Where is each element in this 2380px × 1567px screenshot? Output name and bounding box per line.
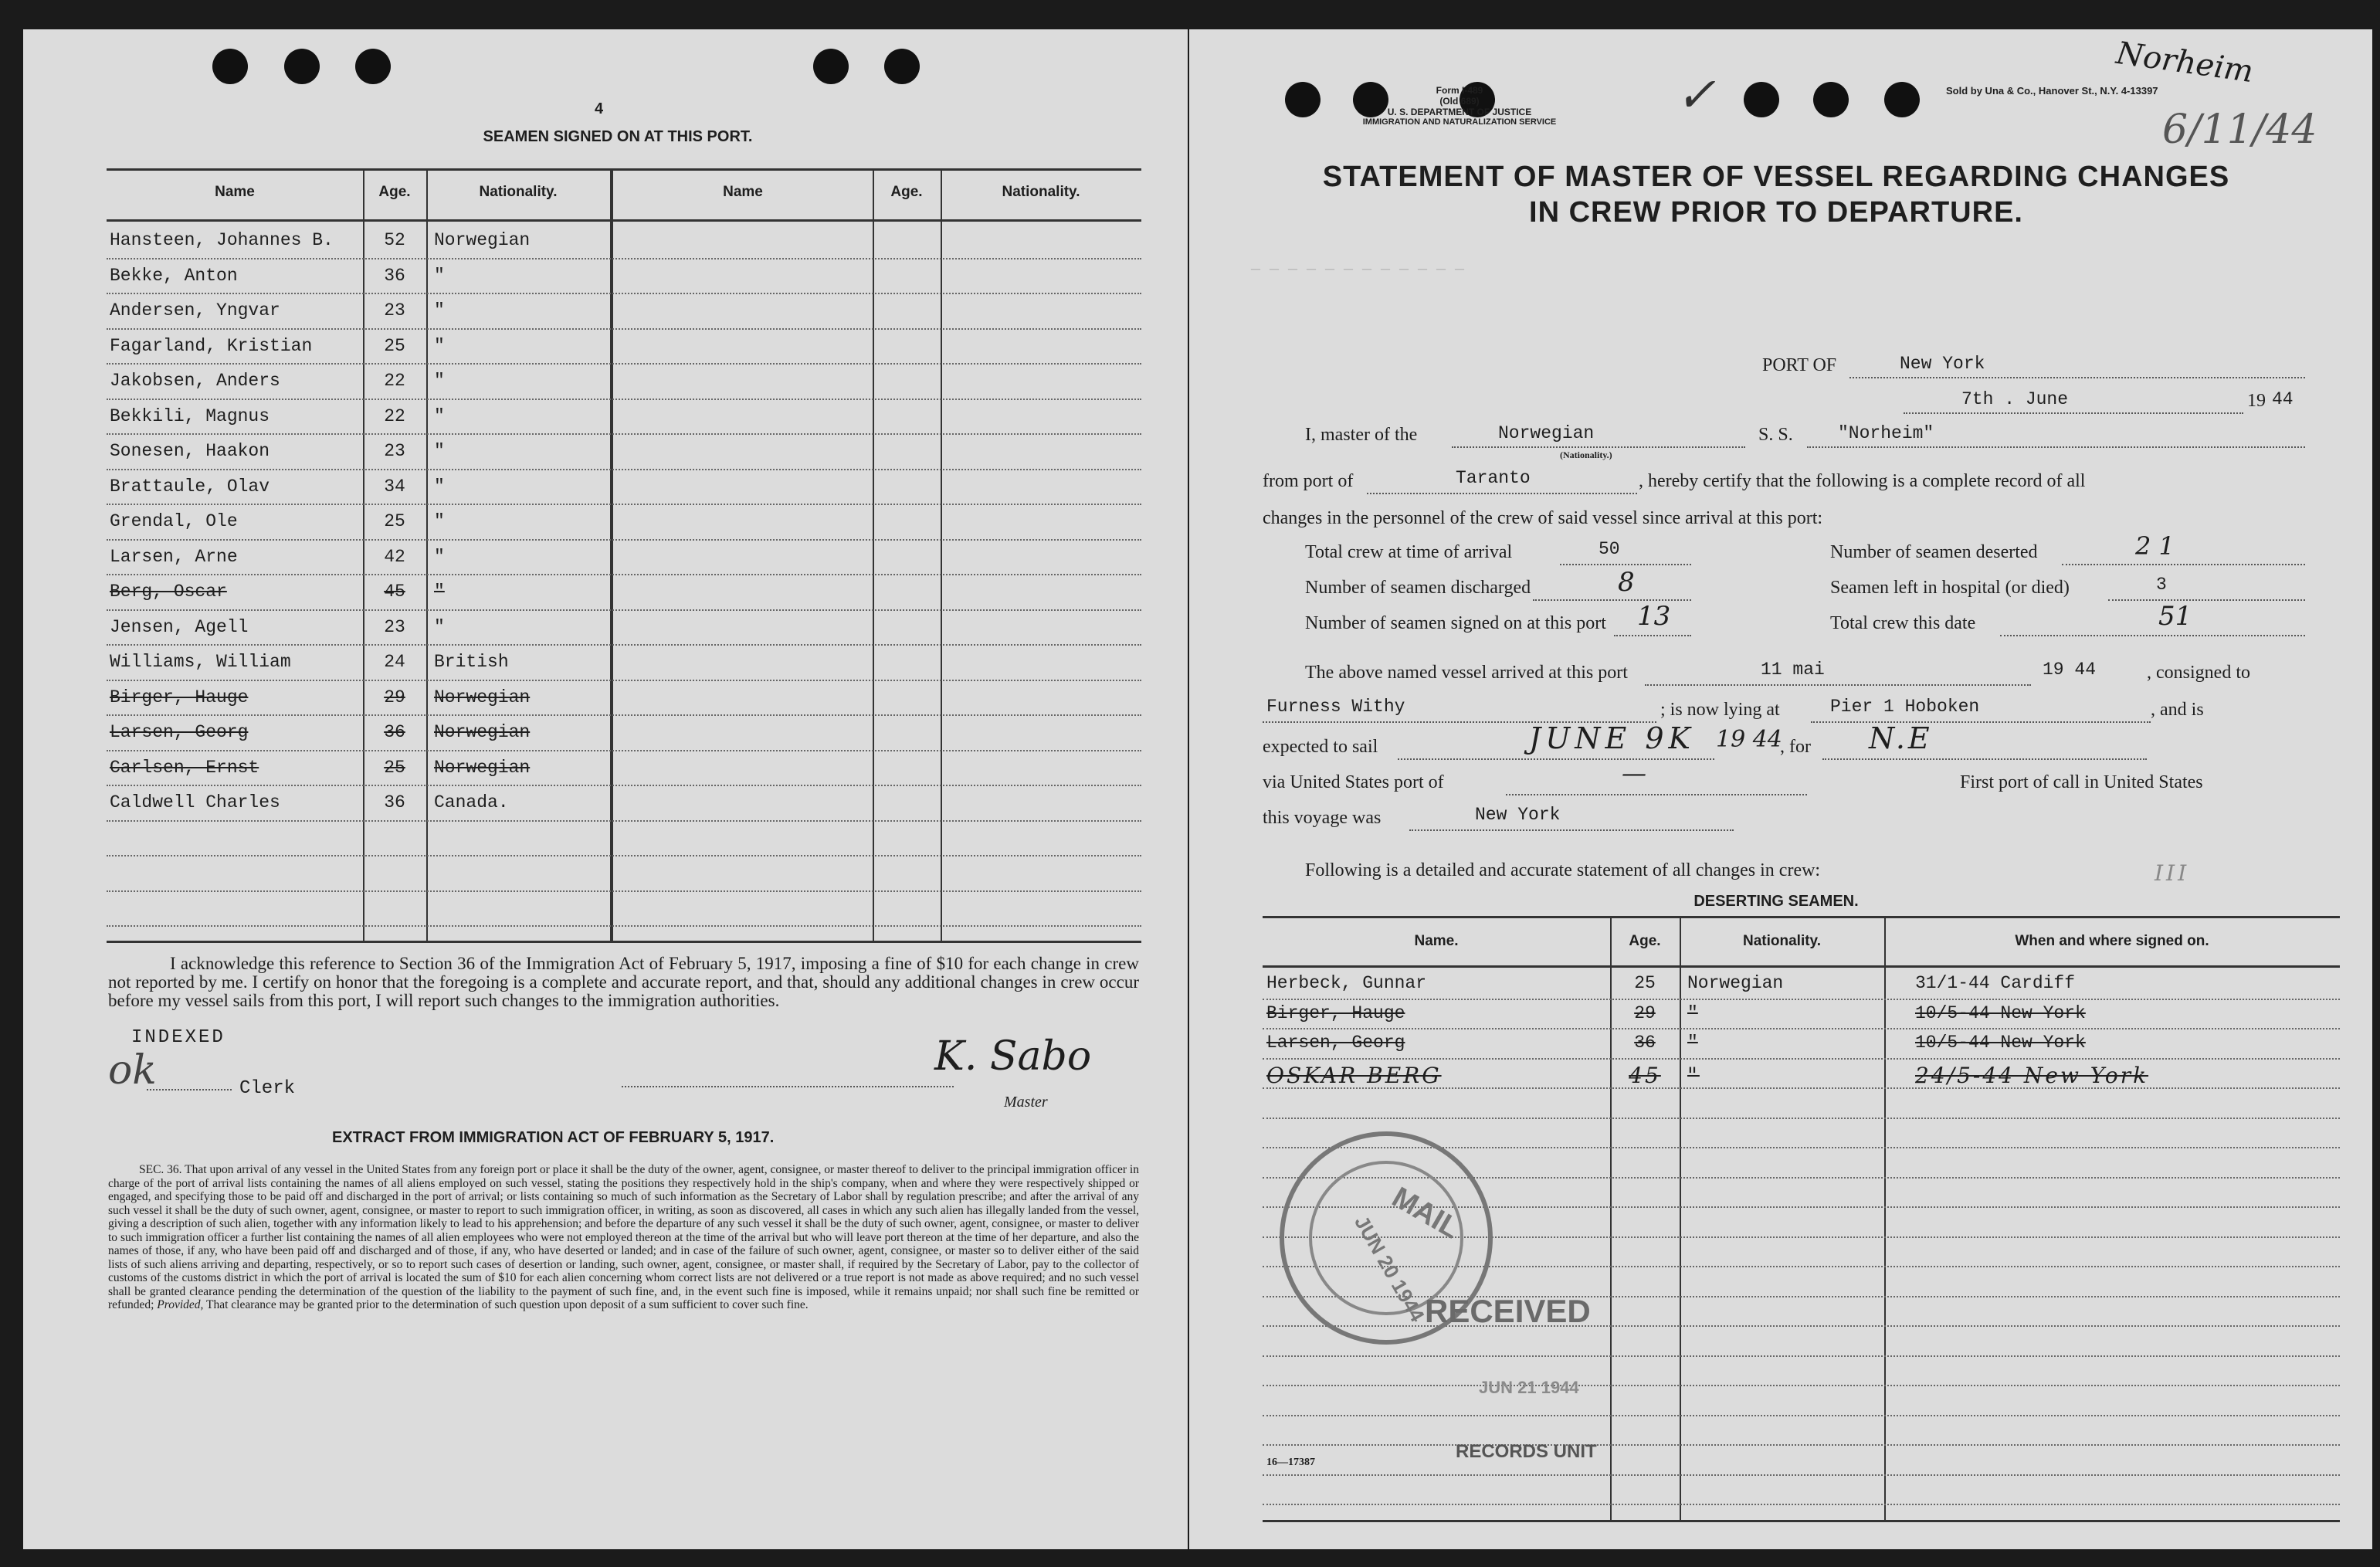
- cell-age: 36: [384, 265, 405, 286]
- postmark-mail: MAIL: [1386, 1181, 1465, 1246]
- cell-nationality: ": [1687, 1033, 1698, 1053]
- port-label: PORT OF: [1762, 355, 1837, 375]
- cell-nationality: ": [434, 582, 445, 602]
- cell-name: Carlsen, Ernst: [110, 757, 259, 778]
- master-of-label: I, master of the: [1305, 425, 1418, 445]
- cell-nationality: ": [434, 300, 445, 321]
- punch-hole: [1884, 82, 1920, 117]
- row-rule: [107, 539, 1141, 541]
- cell-nationality: ": [434, 511, 445, 531]
- page-number: 4: [595, 100, 604, 117]
- punch-hole: [1744, 82, 1779, 117]
- expected-year: 19 44: [1716, 726, 1782, 753]
- cell-name: Sonesen, Haakon: [110, 441, 270, 461]
- punch-hole: [813, 49, 849, 84]
- cell-signed: 10/5-44 New York: [1915, 1002, 2086, 1023]
- row-rule: [1263, 1444, 2340, 1446]
- punch-hole: [1285, 82, 1321, 117]
- sold-by: Sold by Una & Co., Hanover St., N.Y. 4-13397: [1946, 85, 2158, 97]
- punch-hole: [284, 49, 320, 84]
- first-port-label: First port of call in United States: [1960, 772, 2203, 792]
- voyage-label: this voyage was: [1263, 808, 1382, 828]
- cell-nationality: British: [434, 652, 509, 672]
- punch-hole: [1813, 82, 1849, 117]
- expected-value: JUNE 9K: [1529, 721, 1695, 755]
- date-value: 7th . June: [1961, 389, 2069, 409]
- punch-hole: [884, 49, 920, 84]
- row-rule: [1263, 1058, 2340, 1060]
- cell-name: Bekkili, Magnus: [110, 405, 270, 426]
- cell-name: Birger, Hauge: [1266, 1002, 1405, 1023]
- master-signature: K. Sabo: [934, 1033, 1092, 1080]
- cell-nationality: ": [434, 441, 445, 461]
- row-rule: [107, 644, 1141, 646]
- column-header-name-2: Name: [723, 184, 763, 200]
- row-rule: [107, 363, 1141, 365]
- department: U. S. DEPARTMENT OF JUSTICE: [1387, 107, 1532, 117]
- column-header-signed-on: When and where signed on.: [2015, 933, 2209, 949]
- cell-age: 36: [384, 792, 405, 812]
- row-rule: [107, 258, 1141, 259]
- cell-name: Fagarland, Kristian: [110, 335, 313, 356]
- arrived-value: 11 mai: [1761, 660, 1825, 680]
- row-rule: [1263, 1504, 2340, 1505]
- voyage-value: New York: [1475, 805, 1561, 825]
- row-rule: [107, 469, 1141, 470]
- column-header-age: Age.: [378, 184, 411, 200]
- via-label: via United States port of: [1263, 772, 1444, 792]
- column-header-nationality: Nationality.: [479, 184, 558, 200]
- row-rule: [107, 609, 1141, 611]
- port-value: New York: [1900, 354, 1985, 374]
- service: IMMIGRATION AND NATURALIZATION SERVICE: [1362, 117, 1557, 127]
- row-rule: [1263, 1028, 2340, 1029]
- consigned-label: , consigned to: [2147, 663, 2250, 683]
- cell-nationality: ": [434, 335, 445, 356]
- postmark-date: JUN 20 1944: [1350, 1211, 1429, 1326]
- row-rule: [1263, 999, 2340, 1000]
- tally-marks: III: [2155, 860, 2190, 886]
- for-label: , for: [1780, 737, 1811, 757]
- row-rule: [107, 925, 1141, 927]
- row-rule: [107, 328, 1141, 330]
- left-page: [23, 29, 1188, 1549]
- lying-value: Pier 1 Hoboken: [1830, 697, 1980, 717]
- cell-name: Bekke, Anton: [110, 265, 238, 286]
- total-arrival-value: 50: [1599, 539, 1620, 559]
- total-date-value: 51: [2158, 601, 2192, 632]
- row-rule: [1263, 1385, 2340, 1386]
- changes-text: changes in the personnel of the crew of said vessel since arrival at this port:: [1263, 508, 1823, 528]
- column-header-deserter-age: Age.: [1629, 933, 1661, 949]
- cell-age: 25: [384, 511, 405, 531]
- cell-nationality: Norwegian: [1687, 973, 1784, 993]
- cell-name: Brattaule, Olav: [110, 476, 270, 497]
- cell-signed: 10/5-44 New York: [1915, 1033, 2086, 1053]
- master-label: Master: [1004, 1094, 1048, 1111]
- for-value: N.E: [1869, 721, 1933, 755]
- records-unit-stamp: RECORDS UNIT: [1456, 1441, 1597, 1462]
- received-stamp: RECEIVED: [1425, 1293, 1591, 1329]
- cell-nationality: ": [434, 371, 445, 391]
- cell-age: 45: [384, 582, 405, 602]
- annotation-date: 6/11/44: [2162, 107, 2317, 153]
- cell-age: 52: [384, 230, 405, 250]
- cell-age: 42: [384, 546, 405, 567]
- signed-on-value: 13: [1637, 601, 1671, 632]
- row-rule: [107, 293, 1141, 294]
- cell-age: 45: [1629, 1062, 1661, 1088]
- form-number: Form I-489: [1436, 85, 1483, 96]
- cell-age: 24: [384, 652, 405, 672]
- indexed-stamp: INDEXED: [131, 1027, 225, 1048]
- column-header-age-2: Age.: [890, 184, 923, 200]
- discharged-value: 8: [1618, 567, 1635, 598]
- section-heading: SEAMEN SIGNED ON AT THIS PORT.: [483, 128, 753, 145]
- row-rule: [107, 399, 1141, 400]
- from-port-value: Taranto: [1456, 468, 1531, 488]
- punch-hole: [355, 49, 391, 84]
- discharged-label: Number of seamen discharged: [1305, 578, 1531, 598]
- row-rule: [1263, 1355, 2340, 1357]
- consignee-value: Furness Withy: [1266, 697, 1405, 717]
- form-old-number: (Old 689): [1439, 96, 1480, 107]
- cell-nationality: Norwegian: [434, 757, 531, 778]
- column-header-deserter-nationality: Nationality.: [1743, 933, 1821, 949]
- total-arrival-label: Total crew at time of arrival: [1305, 542, 1513, 562]
- cell-name: Larsen, Arne: [110, 546, 238, 567]
- cell-age: 34: [384, 476, 405, 497]
- arrived-year: 19 44: [2043, 660, 2097, 680]
- cell-signed: 31/1-44 Cardiff: [1915, 973, 2076, 993]
- hospital-label: Seamen left in hospital (or died): [1830, 578, 2070, 598]
- cell-name: Williams, William: [110, 652, 291, 672]
- row-rule: [107, 750, 1141, 751]
- received-date: JUN 21 1944: [1479, 1378, 1579, 1397]
- total-date-label: Total crew this date: [1830, 613, 1976, 633]
- cell-nationality: Norwegian: [434, 687, 531, 707]
- cell-nationality: ": [434, 265, 445, 286]
- cell-signed: 24/5-44 New York: [1915, 1062, 2149, 1088]
- form-title-line2: IN CREW PRIOR TO DEPARTURE.: [1529, 196, 2023, 229]
- certify-text: , hereby certify that the following is a complete record of all: [1639, 471, 2086, 491]
- cell-nationality: ": [1687, 1062, 1700, 1088]
- column-header-nationality-2: Nationality.: [1002, 184, 1080, 200]
- deserting-heading: DESERTING SEAMEN.: [1693, 893, 1859, 910]
- nationality-caption: (Nationality.): [1560, 449, 1612, 460]
- cell-name: Larsen, Georg: [110, 722, 249, 742]
- row-rule: [107, 680, 1141, 681]
- cell-name: Herbeck, Gunnar: [1266, 973, 1427, 993]
- extract-title: EXTRACT FROM IMMIGRATION ACT OF FEBRUARY 5, 1917.: [332, 1129, 775, 1146]
- acknowledgement-text: I acknowledge this reference to Section 36 of the Immigration Act of February 5, 1917, imposing a fine of $10 for each change in crew not reported by me. I certify on honor that the foregoing is a complete and accurate report, and that, should any additional changes in crew occur before my vessel sails from this port, I will report such changes to the immigration authorities.: [108, 954, 1139, 1010]
- via-dash: —: [1622, 758, 1646, 788]
- cell-name: Hansteen, Johannes B.: [110, 230, 334, 250]
- cell-nationality: ": [434, 405, 445, 426]
- cell-name: Caldwell Charles: [110, 792, 280, 812]
- cell-age: 23: [384, 300, 405, 321]
- cell-nationality: ": [434, 616, 445, 637]
- cell-name: Andersen, Yngvar: [110, 300, 280, 321]
- cell-name: Jensen, Agell: [110, 616, 249, 637]
- cell-name: Birger, Hauge: [110, 687, 249, 707]
- cell-age: 23: [384, 616, 405, 637]
- row-rule: [107, 890, 1141, 892]
- cell-nationality: ": [434, 476, 445, 497]
- row-rule: [1263, 1474, 2340, 1476]
- row-rule: [107, 714, 1141, 716]
- year-label: 19: [2247, 391, 2266, 411]
- column-header-deserter-name: Name.: [1414, 933, 1459, 949]
- row-rule: [1263, 1415, 2340, 1416]
- clerk-label: Clerk: [239, 1078, 296, 1099]
- deserted-label: Number of seamen deserted: [1830, 542, 2038, 562]
- cell-age: 22: [384, 405, 405, 426]
- footer-code: 16—17387: [1266, 1457, 1315, 1468]
- cell-name: Jakobsen, Anders: [110, 371, 280, 391]
- right-page: [1189, 29, 2372, 1549]
- cell-nationality: ": [434, 546, 445, 567]
- arrived-label: The above named vessel arrived at this port: [1305, 663, 1628, 683]
- cell-nationality: Norwegian: [434, 230, 531, 250]
- lying-label: ; is now lying at: [1660, 700, 1780, 720]
- cell-age: 36: [1634, 1033, 1656, 1053]
- expected-label: expected to sail: [1263, 737, 1378, 757]
- hospital-value: 3: [2156, 575, 2167, 595]
- cell-age: 25: [384, 335, 405, 356]
- cell-nationality: Norwegian: [434, 722, 531, 742]
- ss-label: S. S.: [1758, 425, 1793, 445]
- signed-on-label: Number of seamen signed on at this port: [1305, 613, 1606, 633]
- row-rule: [107, 785, 1141, 786]
- cell-age: 29: [1634, 1002, 1656, 1023]
- ship-name: "Norheim": [1838, 423, 1934, 443]
- row-rule: [1263, 1118, 2340, 1119]
- deserted-value: 2 1: [2135, 531, 2175, 561]
- cell-age: 29: [384, 687, 405, 707]
- check-mark: ✓: [1676, 66, 1716, 123]
- row-rule: [107, 574, 1141, 575]
- cell-age: 36: [384, 722, 405, 742]
- row-rule: [107, 855, 1141, 856]
- cell-age: 22: [384, 371, 405, 391]
- cell-nationality: ": [1687, 1002, 1698, 1023]
- from-port-label: from port of: [1263, 471, 1354, 491]
- ghost-text: — — — — — — — — — — — —: [1251, 261, 1465, 279]
- year-value: 44: [2272, 389, 2294, 409]
- clerk-initials: ok: [108, 1047, 157, 1094]
- cell-age: 23: [384, 441, 405, 461]
- row-rule: [107, 433, 1141, 435]
- cell-name: Grendal, Ole: [110, 511, 238, 531]
- cell-name: Larsen, Georg: [1266, 1033, 1405, 1053]
- following-text: Following is a detailed and accurate statement of all changes in crew:: [1305, 860, 1821, 880]
- cell-name: Berg, Oscar: [110, 582, 227, 602]
- nationality-value: Norwegian: [1498, 423, 1595, 443]
- cell-nationality: Canada.: [434, 792, 509, 812]
- row-rule: [107, 504, 1141, 505]
- annotation-name: Norheim: [2114, 35, 2256, 90]
- and-is-label: , and is: [2151, 700, 2204, 720]
- extract-body: SEC. 36. That upon arrival of any vessel in the United States from any foreign port or place it shall be the duty of the owner, agent, consignee, or master thereof to deliver to the principal immigration officer in charge of the port of arrival lists containing the names of all aliens employed on such vessel, stating the positions they respectively hold in the ship's company, when and where they were respectively shipped or engaged, and specifying those to be paid off and discharged in the port of arrival; or lists containing so much of such information as the Secretary of Labor shall by regulation prescribe; and after the arrival of any such vessel it shall be the duty of such owner, agent, consignee, or master to report to such immigration officer, in writing, as soon as discovered, all cases in which any such alien has illegally landed from the vessel, giving a description of such alien, together with any information likely to lead to his apprehension; and before the departure of any such vessel it shall be the duty of such owner, agent, consignee, or master to deliver to such immigration officer a further list containing the names of all alien employees who were not employed thereon at the time of the arrival but who will leave port thereon at the time of her departure, and also the names of those, if any, who have been paid off and discharged and of those, if any, who have deserted or landed; and in case of the failure of such owner, agent, consignee, or master so to deliver either of the said lists of such aliens arriving and departing, respectively, or so to report such cases of desertion or landing, such owner, agent, consignee, or master shall, if required by the Secretary of Labor, pay to the collector of customs of the customs district in which the port of arrival is located the sum of $10 for each alien concerning whom correct lists are not delivered or a true report is not made as above required; and no such vessel shall be granted clearance pending the determination of the question of the liability to the payment of such fine, and, in the event such fine is imposed, while it remains unpaid; nor shall such fine be remitted or refunded; Provided, That clearance may be granted prior to the determination of such question upon deposit of a sum sufficient to cover such fine.: [108, 1163, 1139, 1311]
- row-rule: [107, 820, 1141, 822]
- column-header-name: Name: [215, 184, 255, 200]
- cell-age: 25: [384, 757, 405, 778]
- cell-name: OSKAR BERG: [1266, 1062, 1442, 1088]
- form-title-line1: STATEMENT OF MASTER OF VESSEL REGARDING CHANGES: [1322, 161, 2230, 193]
- punch-hole: [212, 49, 248, 84]
- cell-age: 25: [1634, 973, 1656, 993]
